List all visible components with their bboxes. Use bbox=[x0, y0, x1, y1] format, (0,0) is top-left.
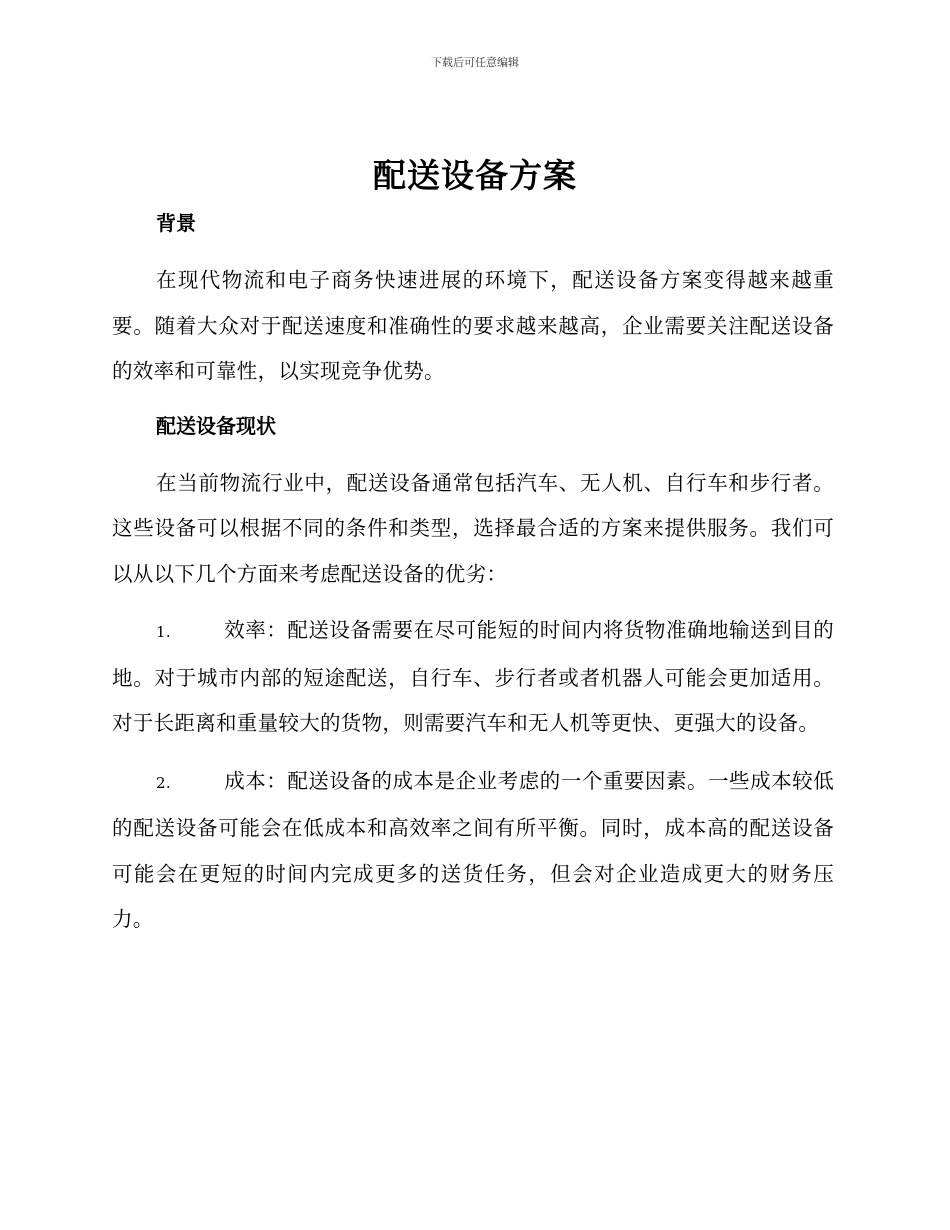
list-item-number: 2. bbox=[156, 773, 171, 792]
list-item-number: 1. bbox=[156, 623, 171, 641]
list-item-text: 效率：配送设备需要在尽可能短的时间内将货物准确地输送到目的地。对于城市内部的短途配送，自行车、步行者或者机器人可能会更加适用。对于长距离和重量较大的货物，则需要汽车和无人机等更快、更强大的设备。 bbox=[112, 618, 834, 735]
section-heading-status: 配送设备现状 bbox=[156, 413, 276, 438]
list-item bbox=[112, 759, 834, 943]
list-item bbox=[112, 608, 834, 747]
document-body bbox=[112, 200, 834, 943]
header-note: 下载后可任意编辑 bbox=[431, 56, 519, 69]
document-title: 配送设备方案 bbox=[373, 156, 577, 195]
section-paragraph-background: 在现代物流和电子商务快速进展的环境下，配送设备方案变得越来越重要。随着大众对于配送速度和准确性的要求越来越高，企业需要关注配送设备的效率和可靠性，以实现竞争优势。 bbox=[112, 268, 834, 383]
section-heading-background: 背景 bbox=[156, 211, 196, 235]
list-item-text: 成本：配送设备的成本是企业考虑的一个重要因素。一些成本较低的配送设备可能会在低成本和高效率之间有所平衡。同时，成本高的配送设备可能会在更短的时间内完成更多的送货任务，但会对企业造成更大的财务压力。 bbox=[112, 768, 834, 931]
section-paragraph-status: 在当前物流行业中，配送设备通常包括汽车、无人机、自行车和步行者。这些设备可以根据不同的条件和类型，选择最合适的方案来提供服务。我们可以从以下几个方面来考虑配送设备的优劣： bbox=[112, 470, 834, 586]
